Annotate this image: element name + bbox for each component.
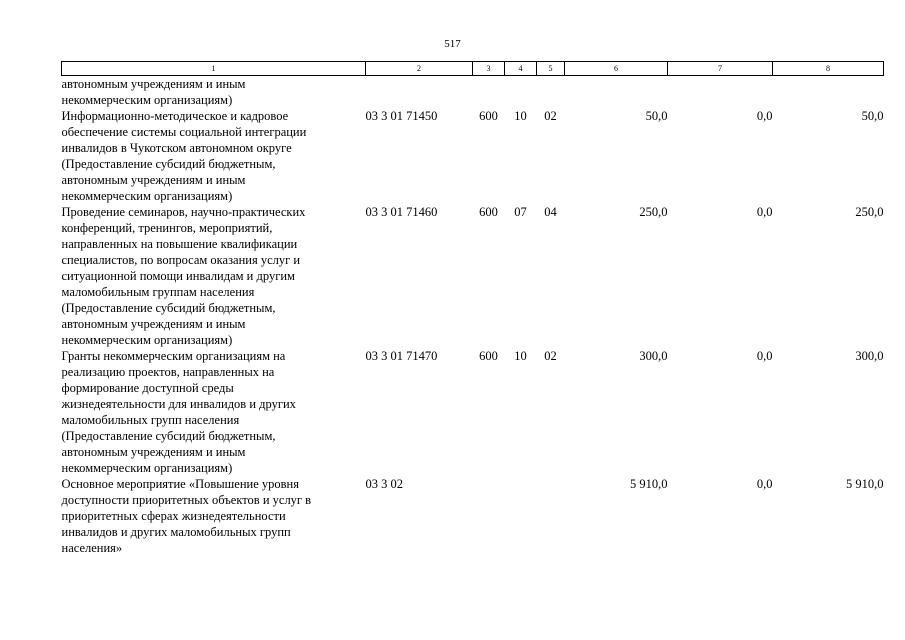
row-name-line: маломобильных групп населения [61,413,240,427]
row-federal-cell [668,76,773,109]
row-section-cell [505,76,537,109]
row-name-line: некоммерческим организациям) [61,333,233,347]
row-name-line: конференций, тренингов, мероприятий, [61,221,273,235]
row-subsection-cell: 02 [544,109,557,123]
row-name-line: некоммерческим организациям) [61,461,233,475]
row-section-cell: 10 [514,349,527,363]
row-code-cell [366,76,473,109]
table-row [62,76,884,109]
row-name-line: жизнедеятельности для инвалидов и других [61,397,296,411]
row-name-line: населения» [61,541,123,555]
row-regional-cell: 250,0 [855,205,884,219]
header-cell-3: 3 [473,62,505,76]
row-federal-cell: 0,0 [756,477,773,491]
row-total-cell [565,76,668,109]
header-cell-5: 5 [537,62,565,76]
row-code-cell: 03 3 01 71450 [365,109,438,123]
budget-table [61,61,884,556]
row-section-cell: 07 [514,205,527,219]
row-regional-cell: 50,0 [861,109,884,123]
row-name-line: направленных на повышение квалификации [61,237,298,251]
row-code-cell: 03 3 01 71470 [365,349,438,363]
row-name-line: маломобильным группам населения [61,285,255,299]
row-name-line: формирование доступной среды [61,381,234,395]
table-header-row [62,62,884,76]
header-cell-1: 1 [62,62,366,76]
row-name-cell [62,204,366,348]
row-type-cell [473,76,505,109]
row-name-cell [62,348,366,476]
row-subsection-cell: 04 [544,205,557,219]
row-name-cell [62,76,366,109]
table-row [62,476,884,556]
row-name-cell [62,108,366,204]
row-federal-cell: 0,0 [756,205,773,219]
row-name-line: инвалидов и других маломобильных групп [61,525,291,539]
row-total-cell: 250,0 [639,205,668,219]
row-name-line: доступности приоритетных объектов и услуг в [61,493,312,507]
header-cell-6: 6 [565,62,668,76]
table-row [62,204,884,348]
row-name-line: автономным учреждениям и иным [61,445,246,459]
row-regional-cell: 5 910,0 [846,477,884,491]
row-regional-cell: 300,0 [855,349,884,363]
row-type-cell: 600 [479,205,498,219]
row-type-cell: 600 [479,109,498,123]
row-section-cell: 10 [514,109,527,123]
table-body [62,62,884,557]
row-section-cell [505,476,537,556]
row-federal-cell: 0,0 [756,109,773,123]
row-name-cell [62,476,366,556]
row-name-line: (Предоставление субсидий бюджетным, [61,301,276,315]
row-total-cell: 300,0 [639,349,668,363]
row-name-line: автономным учреждениям и иным [61,317,246,331]
header-cell-4: 4 [505,62,537,76]
row-total-cell: 50,0 [645,109,668,123]
row-code-cell: 03 3 01 71460 [365,205,438,219]
row-name-line: (Предоставление субсидий бюджетным, [61,157,276,171]
page-number: 517 [444,38,461,50]
row-name-line: автономным учреждениям и иным [61,173,246,187]
row-name-line: инвалидов в Чукотском автономном округе [61,141,292,155]
row-subsection-cell [537,476,565,556]
row-name-line: Гранты некоммерческим организациям на [61,349,286,363]
row-federal-cell: 0,0 [756,349,773,363]
row-type-cell: 600 [479,349,498,363]
row-name-line: приоритетных сферах жизнедеятельности [61,509,286,523]
row-subsection-cell [537,76,565,109]
row-regional-cell [773,76,884,109]
header-cell-2: 2 [366,62,473,76]
table-row [62,108,884,204]
row-name-line: некоммерческим организациям) [61,93,233,107]
row-name-line: Проведение семинаров, научно-практических [61,205,306,219]
row-name-line: специалистов, по вопросам оказания услуг и [61,253,301,267]
header-cell-8: 8 [773,62,884,76]
row-name-line: реализацию проектов, направленных на [61,365,275,379]
row-name-line: ситуационной помощи инвалидам и другим [61,269,295,283]
row-subsection-cell: 02 [544,349,557,363]
row-name-line: некоммерческим организациям) [61,189,233,203]
row-name-line: обеспечение системы социальной интеграции [61,125,307,139]
row-type-cell [473,476,505,556]
table-row [62,348,884,476]
row-total-cell: 5 910,0 [630,477,668,491]
row-name-line: Информационно-методическое и кадровое [61,109,289,123]
row-name-line: автономным учреждениям и иным [61,77,246,91]
row-name-line: Основное мероприятие «Повышение уровня [61,477,299,491]
row-name-line: (Предоставление субсидий бюджетным, [61,429,276,443]
row-code-cell: 03 3 02 [365,477,403,491]
header-cell-7: 7 [668,62,773,76]
